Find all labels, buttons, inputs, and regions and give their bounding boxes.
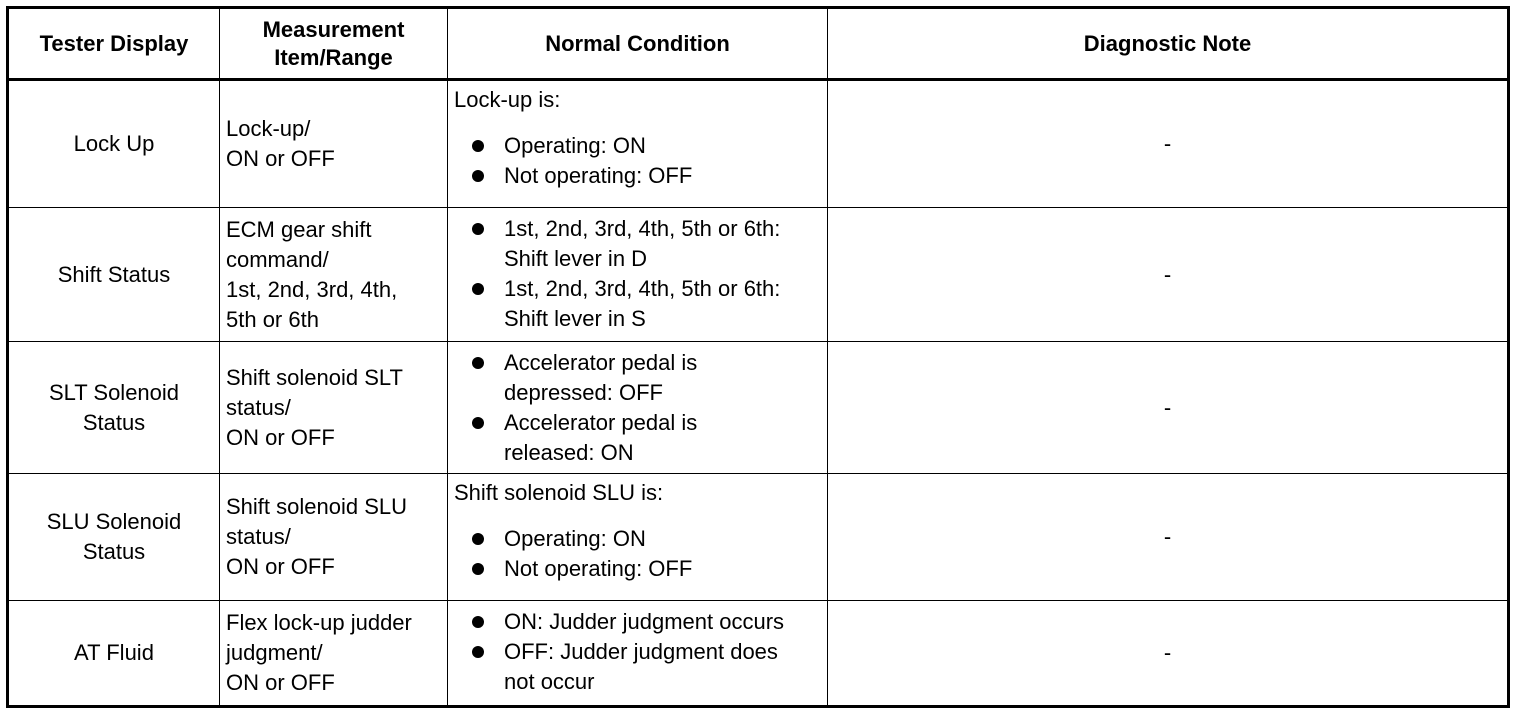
normal-condition-text: Shift lever in S (504, 306, 646, 331)
normal-condition-text: depressed: OFF (504, 380, 663, 405)
cell-diagnostic-note: - (828, 80, 1509, 208)
header-measurement (220, 8, 448, 80)
normal-condition-item (454, 131, 827, 161)
normal-condition-intro: Lock-up is: (454, 87, 561, 112)
measurement-text: status/ (226, 524, 291, 549)
measurement-text: judgment/ (226, 640, 323, 665)
header-diagnostic-note: Diagnostic Note (828, 8, 1509, 80)
tester-display-text: Status (82, 539, 146, 564)
normal-condition-text: Operating: ON (504, 133, 646, 158)
cell-tester-display (8, 474, 220, 601)
measurement-text: ON or OFF (226, 146, 335, 171)
header-row (8, 8, 1509, 80)
cell-diagnostic-note: - (828, 601, 1509, 707)
header-normal-condition: Normal Condition (448, 8, 828, 80)
bullet-icon (472, 140, 484, 152)
measurement-text: Shift solenoid SLU (226, 494, 407, 519)
normal-condition-text: 1st, 2nd, 3rd, 4th, 5th or 6th: (504, 276, 781, 301)
bullet-icon (472, 283, 484, 295)
measurement-text: ECM gear shift (226, 216, 372, 242)
normal-condition-text: ON: Judder judgment occurs (504, 609, 785, 634)
cell-measurement-item (220, 208, 448, 342)
bullet-icon (472, 563, 484, 575)
table-row (8, 80, 1509, 208)
bullet-icon (472, 616, 484, 628)
bullet-icon (472, 170, 484, 182)
cell-tester-display (8, 80, 220, 208)
cell-diagnostic-note: - (828, 342, 1509, 474)
tester-display-text: Lock Up (73, 131, 155, 156)
normal-condition-list (454, 348, 827, 468)
header-measurement-line: Measurement (262, 16, 405, 42)
cell-normal-condition (448, 80, 828, 208)
cell-tester-display (8, 342, 220, 474)
bullet-icon (472, 223, 484, 235)
measurement-text: 5th or 6th (226, 306, 319, 332)
normal-condition-item (454, 524, 827, 554)
normal-condition-list (454, 524, 827, 584)
normal-condition-text: Shift lever in D (504, 246, 648, 271)
bullet-icon (472, 417, 484, 429)
cell-tester-display (8, 601, 220, 707)
measurement-text: ON or OFF (226, 424, 335, 450)
normal-condition-text: Operating: ON (504, 526, 646, 551)
tester-display-text: Status (82, 409, 146, 435)
bullet-icon (472, 533, 484, 545)
normal-condition-item (454, 637, 827, 697)
measurement-text: Lock-up/ (226, 116, 311, 141)
tester-display-text: SLU Solenoid (46, 509, 182, 534)
tester-display-text: SLT Solenoid (48, 379, 180, 405)
normal-condition-item (454, 554, 827, 584)
data-list-table (6, 6, 1510, 708)
measurement-text: ON or OFF (226, 670, 335, 695)
measurement-text: Flex lock-up judder (226, 610, 412, 635)
cell-diagnostic-note: - (828, 474, 1509, 601)
cell-measurement-item (220, 80, 448, 208)
bullet-icon (472, 646, 484, 658)
normal-condition-text: OFF: Judder judgment does (504, 639, 778, 664)
cell-measurement-item (220, 601, 448, 707)
normal-condition-list (454, 214, 827, 334)
measurement-text: 1st, 2nd, 3rd, 4th, (226, 276, 398, 302)
normal-condition-text: not occur (504, 669, 595, 694)
cell-normal-condition (448, 342, 828, 474)
cell-normal-condition (448, 474, 828, 601)
measurement-text: status/ (226, 394, 291, 420)
tester-display-text: Shift Status (57, 261, 171, 287)
cell-diagnostic-note: - (828, 208, 1509, 342)
normal-condition-item (454, 161, 827, 191)
normal-condition-item (454, 274, 827, 334)
normal-condition-item (454, 607, 827, 637)
cell-measurement-item (220, 342, 448, 474)
table-row (8, 601, 1509, 707)
cell-tester-display (8, 208, 220, 342)
normal-condition-text: released: ON (504, 440, 634, 465)
table-row (8, 342, 1509, 474)
table-row (8, 474, 1509, 601)
normal-condition-list (454, 607, 827, 697)
normal-condition-list (454, 131, 827, 191)
measurement-text: ON or OFF (226, 554, 335, 579)
normal-condition-text: 1st, 2nd, 3rd, 4th, 5th or 6th: (504, 216, 781, 241)
cell-normal-condition (448, 601, 828, 707)
normal-condition-text: Not operating: OFF (504, 163, 693, 188)
normal-condition-text: Not operating: OFF (504, 556, 693, 581)
table-row (8, 208, 1509, 342)
normal-condition-item (454, 348, 827, 408)
measurement-text: command/ (226, 246, 329, 272)
cell-normal-condition (448, 208, 828, 342)
normal-condition-item (454, 408, 827, 468)
tester-display-text: AT Fluid (74, 640, 154, 665)
normal-condition-item (454, 214, 827, 274)
header-measurement-line: Item/Range (274, 44, 393, 70)
cell-measurement-item (220, 474, 448, 601)
normal-condition-text: Accelerator pedal is (504, 350, 698, 375)
measurement-text: Shift solenoid SLT (226, 364, 403, 390)
normal-condition-text: Accelerator pedal is (504, 410, 698, 435)
header-tester-display: Tester Display (8, 8, 220, 80)
bullet-icon (472, 357, 484, 369)
normal-condition-intro: Shift solenoid SLU is: (454, 480, 664, 505)
